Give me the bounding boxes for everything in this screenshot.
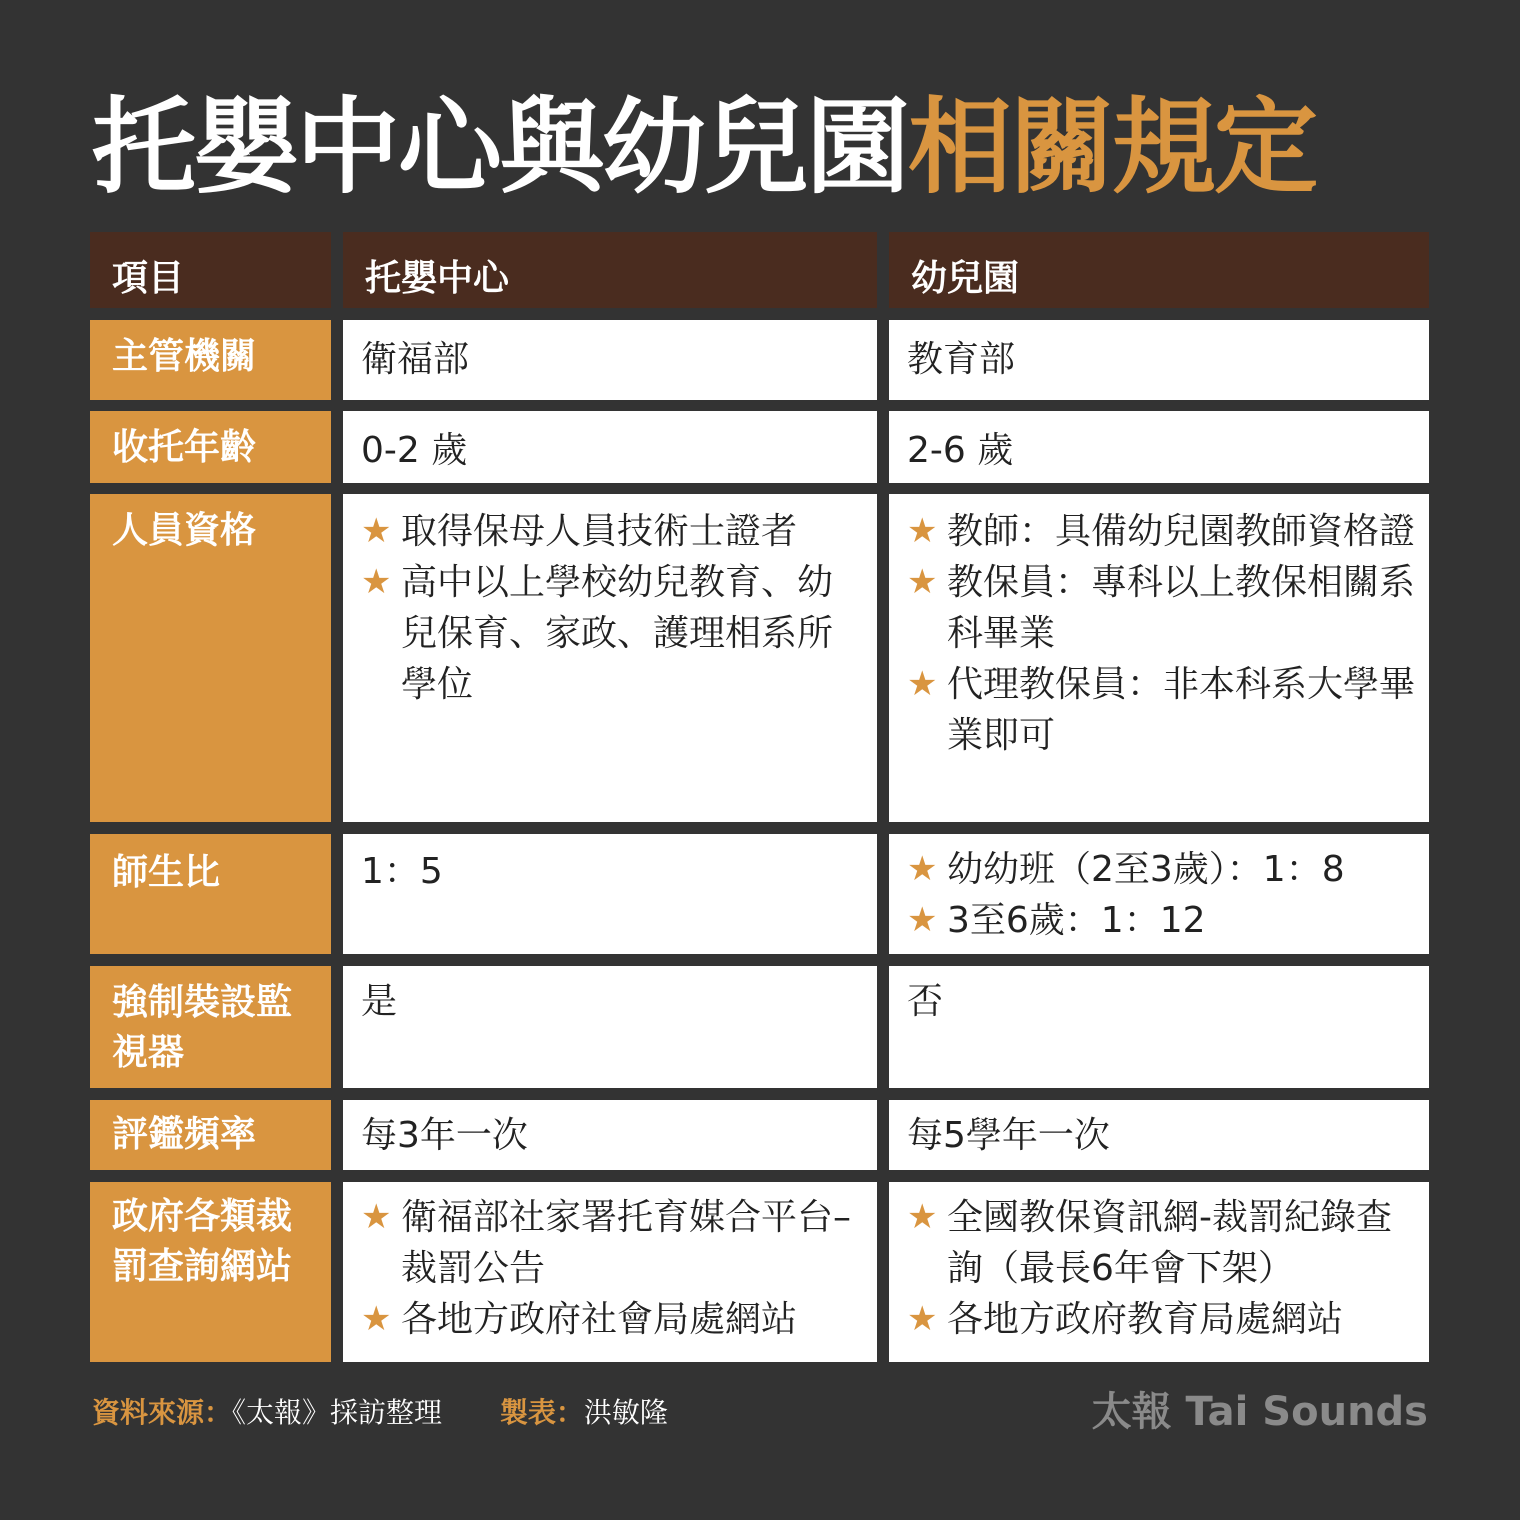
star-icon: ★: [907, 1299, 938, 1339]
star-icon: ★: [907, 849, 938, 889]
brand-logo: 太報 Tai Sounds: [1091, 1389, 1428, 1435]
cell-staff-nursery: [343, 494, 877, 822]
star-icon: ★: [361, 511, 392, 551]
list-item: ★ 取得保母人員技術士證者: [361, 506, 863, 557]
cell-cctv-nursery: 是: [343, 966, 877, 1088]
star-icon: ★: [907, 900, 938, 940]
row-label-evaluation: 評鑑頻率: [90, 1100, 331, 1170]
cell-ratio-kindergarten: [889, 834, 1429, 954]
star-icon: ★: [361, 1299, 392, 1339]
cell-penalty-nursery: [343, 1182, 877, 1362]
footer-credits: [92, 1390, 668, 1436]
cell-ratio-nursery: 1：5: [343, 834, 877, 954]
star-icon: ★: [907, 664, 938, 704]
cell-evaluation-nursery: 每3年一次: [343, 1100, 877, 1170]
cell-evaluation-kindergarten: 每5學年一次: [889, 1100, 1429, 1170]
header-item: 項目: [90, 232, 331, 308]
page-title: [92, 82, 1452, 212]
list-item: ★ 高中以上學校幼兒教育、幼兒保育、家政、護理相系所學位: [361, 557, 863, 710]
list-item: ★ 代理教保員：非本科系大學畢業即可: [907, 659, 1415, 761]
list-item: ★ 衛福部社家署托育媒合平台–裁罰公告: [361, 1192, 863, 1294]
cell-authority-nursery: 衛福部: [343, 320, 877, 400]
row-label-ratio: 師生比: [90, 834, 331, 954]
header-nursery: 托嬰中心: [343, 232, 877, 308]
list-item: ★ 3至6歲：1：12: [907, 895, 1415, 946]
row-label-penalty-sites: 政府各類裁罰查詢網站: [90, 1182, 331, 1362]
star-icon: ★: [907, 1197, 938, 1237]
list-item: ★ 幼幼班（2至3歲）：1：8: [907, 844, 1415, 895]
maker-label: 製表：: [499, 1396, 584, 1429]
title-highlight: 相關規定: [908, 86, 1317, 208]
list-item: ★ 全國教保資訊網-裁罰紀錄查詢（最長6年會下架）: [907, 1192, 1415, 1294]
row-label-cctv: 強制裝設監視器: [90, 966, 331, 1088]
list-item: ★ 教保員：專科以上教保相關系科畢業: [907, 557, 1415, 659]
cell-staff-kindergarten: [889, 494, 1429, 822]
source-label: 資料來源：: [92, 1396, 233, 1429]
row-label-age: 收托年齡: [90, 411, 331, 483]
cell-authority-kindergarten: 教育部: [889, 320, 1429, 400]
star-icon: ★: [907, 562, 938, 602]
title-main: 托嬰中心與幼兒園: [92, 86, 909, 208]
cell-age-nursery: 0-2 歲: [343, 411, 877, 483]
star-icon: ★: [907, 511, 938, 551]
cell-penalty-kindergarten: [889, 1182, 1429, 1362]
star-icon: ★: [361, 1197, 392, 1237]
list-item: ★ 各地方政府教育局處網站: [907, 1294, 1415, 1345]
star-icon: ★: [361, 562, 392, 602]
list-item: ★ 教師：具備幼兒園教師資格證: [907, 506, 1415, 557]
source-value: 《太報》採訪整理: [232, 1396, 443, 1429]
row-label-staff-qualification: 人員資格: [90, 494, 331, 822]
list-item: ★ 各地方政府社會局處網站: [361, 1294, 863, 1345]
cell-cctv-kindergarten: 否: [889, 966, 1429, 1088]
cell-age-kindergarten: 2-6 歲: [889, 411, 1429, 483]
row-label-authority: 主管機關: [90, 320, 331, 400]
header-kindergarten: 幼兒園: [889, 232, 1429, 308]
maker-value: 洪敏隆: [583, 1396, 668, 1429]
